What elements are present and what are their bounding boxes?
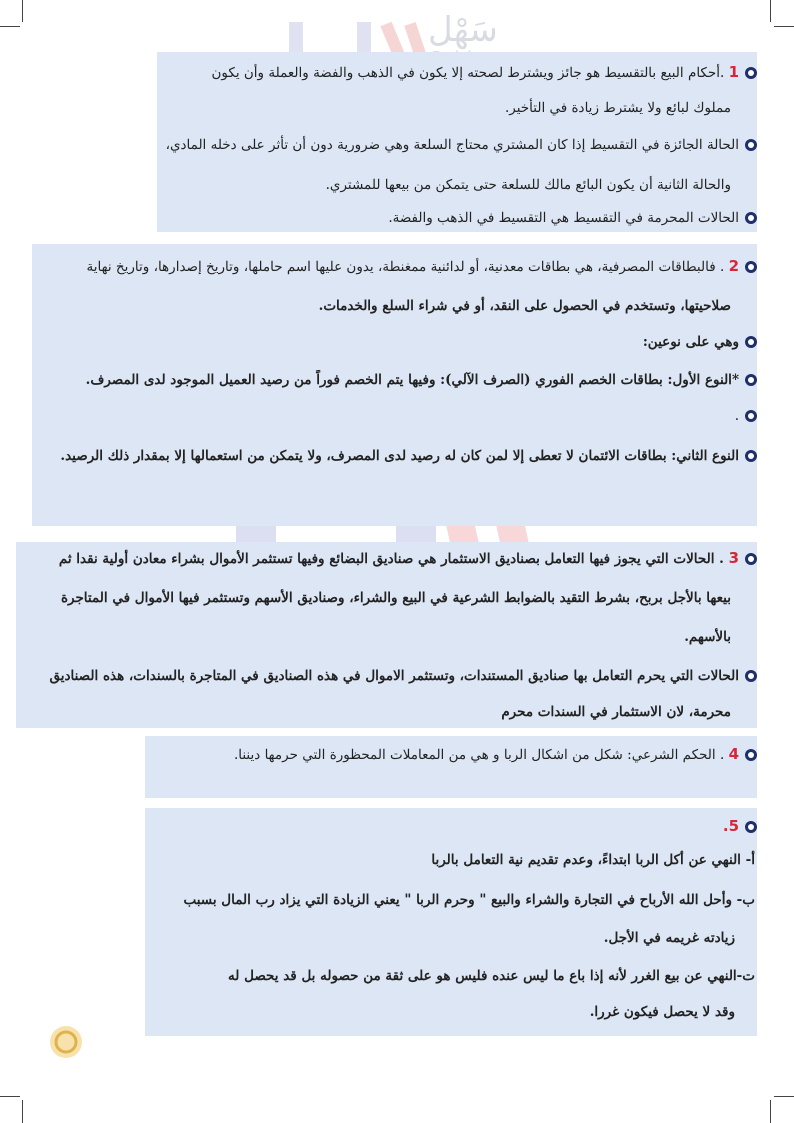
section-text: . الحالات التي يجوز فيها التعامل بصناديق الاستثمار هي صناديق البضائع وفيها تستثمر الأموال بشراء معادن أولية نقدا ثم [58, 551, 729, 567]
section-text: الحالات المحرمة في التقسيط هي التقسيط في الذهب والفضة. [388, 210, 739, 226]
section-text: . [734, 408, 739, 424]
section-1-line [157, 175, 757, 195]
section-text: مملوك لبائع ولا يشترط زيادة في التأخير. [504, 100, 731, 116]
section-text: . الحكم الشرعي: شكل من اشكال الربا و هي من المعاملات المحظورة التي حرمها ديننا. [233, 747, 729, 763]
section-3-line [16, 548, 757, 569]
section-5-line [145, 1002, 757, 1022]
section-text: النوع الثاني: بطاقات الائتمان لا تعطى إلا لمن كان له رصيد لدى المصرف، ولا يتمكن من استعمالها إلا بمقدار ذلك الرصيد. [60, 448, 739, 464]
section-number: 1 [728, 63, 739, 81]
section-1-line [157, 135, 757, 155]
section-text: بيعها بالأجل بربح، بشرط التقيد بالضوابط الشرعية في البيع والشراء، وصناديق الأسهم وتستثمر فيها الأموال في المتاجرة [60, 590, 731, 606]
crop-mark [774, 26, 794, 27]
bullet-icon [745, 139, 757, 151]
bullet-icon [745, 749, 757, 761]
bullet-icon [745, 261, 757, 273]
section-text: وهي على نوعين: [642, 334, 739, 350]
section-text: محرمة، لان الاستثمار في السندات محرم [501, 704, 731, 720]
crop-mark [22, 1100, 23, 1123]
section-text: صلاحيتها، وتستخدم في الحصول على النقد، أو في شراء السلع والخدمات. [318, 298, 731, 314]
crop-mark [0, 1096, 20, 1097]
section-3-line [16, 588, 757, 608]
section-5-line [145, 850, 757, 870]
watermark-text: سَهْل [428, 10, 498, 50]
section-4-line [145, 744, 757, 765]
section-5-box [145, 808, 757, 1036]
section-number: 2 [728, 257, 739, 275]
section-text: زيادته غريمه في الأجل. [603, 930, 735, 946]
section-2-line [32, 296, 757, 316]
bullet-icon [745, 212, 757, 224]
section-text: وقد لا يحصل فيكون غررا. [589, 1004, 735, 1020]
section-5-line [145, 890, 757, 910]
bullet-icon [745, 336, 757, 348]
section-text: الحالة الجائزة في التقسيط إذا كان المشتري محتاج السلعة وهي ضرورية دون أن تأثر على دخله المادي، [165, 137, 739, 153]
crop-mark [770, 1100, 771, 1123]
section-3-line [16, 666, 757, 686]
section-3-line [16, 702, 757, 722]
section-3-box [16, 542, 757, 728]
section-4-box [145, 736, 757, 798]
bullet-icon [745, 553, 757, 565]
section-text: ت-النهي عن بيع الغرر لأنه إذا باع ما ليس عنده فليس هو على ثقة من حصوله بل قد يحصل له [228, 968, 755, 984]
section-text: ب- وأحل الله الأرباح في التجارة والشراء والبيع " وحرم الربا " يعني الزيادة التي يزاد رب المال بسبب [183, 892, 755, 908]
section-5-line [145, 966, 757, 986]
section-2-line [32, 370, 757, 390]
section-1-line [157, 62, 757, 83]
section-5-line [145, 928, 757, 948]
section-1-line [157, 98, 757, 118]
section-text: . فالبطاقات المصرفية، هي بطاقات معدنية، أو لدائنية ممغنطة، يدون عليها اسم حاملها، وتاريخ إصدارها، وتاريخ نهاية [86, 259, 729, 275]
bullet-icon [745, 374, 757, 386]
section-text: الحالات التي يحرم التعامل بها صناديق المستندات، وتستثمر الاموال في هذه الصناديق في المتاجرة بالسندات، هذه الصناديق [49, 668, 739, 684]
section-2-box [32, 244, 757, 526]
section-text: أ- النهي عن أكل الربا ابتداءً، وعدم تقديم نية التعامل بالربا [431, 852, 755, 868]
section-number: 3 [728, 549, 739, 567]
bullet-icon [745, 821, 757, 833]
crop-mark [770, 0, 771, 22]
section-text: .أحكام البيع بالتقسيط هو جائز ويشترط لصحته إلا يكون في الذهب والفضة والعملة وأن يكون [211, 65, 729, 81]
crop-mark [0, 26, 20, 27]
bullet-icon [745, 670, 757, 682]
section-number: 4 [728, 745, 739, 763]
crop-mark [22, 0, 23, 22]
section-text: والحالة الثانية أن يكون البائع مالك للسلعة حتى يتمكن من بيعها للمشتري. [325, 177, 731, 193]
section-number: 5. [722, 817, 739, 835]
section-3-line [16, 627, 757, 647]
section-5-line [145, 816, 757, 837]
bullet-icon [745, 410, 757, 422]
section-text: بالأسهم. [684, 629, 731, 645]
section-2-line [32, 256, 757, 277]
bullet-icon [745, 67, 757, 79]
emblem-icon [46, 1022, 86, 1062]
section-1-line [157, 208, 757, 228]
section-2-line [32, 406, 757, 426]
crop-mark [774, 1096, 794, 1097]
section-2-line [32, 446, 757, 466]
bullet-icon [745, 450, 757, 462]
section-1-box [157, 52, 757, 232]
section-text: *النوع الأول: بطاقات الخصم الفوري (الصرف الآلي): وفيها يتم الخصم فوراً من رصيد العميل الموجود لدى المصرف. [85, 372, 739, 388]
section-2-line [32, 332, 757, 352]
